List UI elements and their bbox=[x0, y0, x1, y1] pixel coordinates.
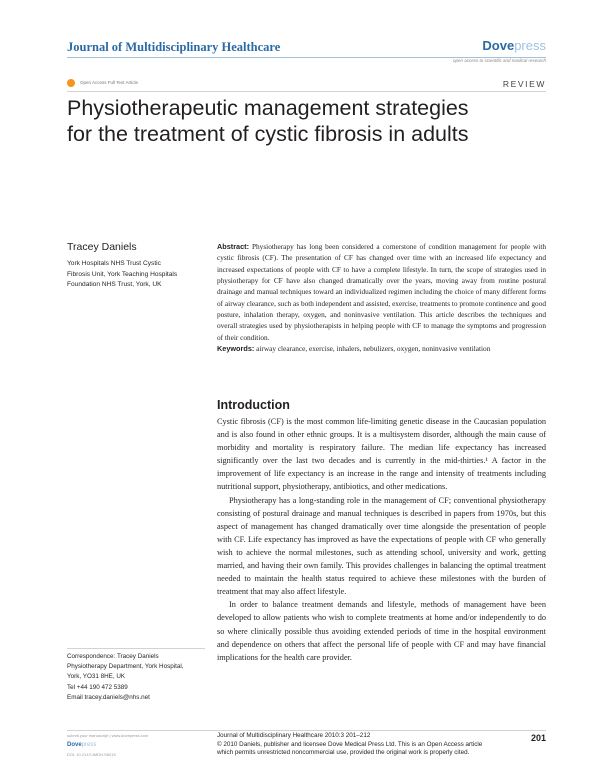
submit-manuscript-link[interactable]: submit your manuscript | www.dovepress.com bbox=[67, 733, 149, 738]
open-access-icon bbox=[67, 79, 75, 87]
page-number: 201 bbox=[530, 733, 546, 743]
paragraph-1: Cystic fibrosis (CF) is the most common life-limiting genetic disease in the Caucasian population and is also found in other ethnic groups. It is a multisystem disorder, although the main cause of morbidity and mortality is respiratory failure. The median life expectancy has increased significantly over the last two decades and is currently in the mid-thirties.¹ A factor in the improvement of life expectancy is an increase in the range and intensity of treatments including nutritional support, physiotherapy, antibiotics, and other medications. bbox=[217, 417, 546, 492]
doi: DOI: 10.2147/JMDH.S6015 bbox=[67, 752, 116, 757]
introduction-body bbox=[217, 415, 546, 664]
abstract-label: Abstract: bbox=[217, 242, 250, 251]
footer-press-text: press bbox=[81, 742, 97, 748]
paragraph-2: Physiotherapy has a long-standing role in the management of CF; conventional physiotherapy consisting of postural drainage and manual techniques is described in papers from 1970s, but this aspect of management has changed dramatically over time alongside the presentation of people with CF. Life expectancy has improved as have the expectations of people with CF who generally wish to achieve the normal milestones, such as attending school, university and work, getting married, and having their own family. This provides challenges in balancing the optimal treatment needed to maintain the health status required to achieve these milestones with the burden of treatment that may also affect lifestyle. bbox=[217, 495, 546, 597]
footer-dove-text: Dove bbox=[67, 742, 82, 748]
keywords-label: Keywords: bbox=[217, 343, 255, 353]
open-access-label: Open Access Full Text Article bbox=[80, 80, 138, 85]
abstract bbox=[217, 241, 546, 354]
dovepress-logo bbox=[482, 38, 546, 53]
license-line: © 2010 Daniels, publisher and licensee Dove Medical Press Ltd. This is an Open Access article bbox=[217, 740, 483, 748]
article-title bbox=[67, 95, 547, 147]
correspondence-line: Tel +44 190 472 5389 bbox=[67, 683, 128, 691]
affiliation-line: York Hospitals NHS Trust Cystic bbox=[67, 260, 161, 267]
correspondence-email[interactable]: Email tracey.daniels@nhs.net bbox=[67, 693, 150, 701]
footer-rule bbox=[67, 730, 546, 731]
correspondence-rule bbox=[67, 648, 205, 649]
introduction-heading: Introduction bbox=[217, 398, 290, 412]
abstract-text: Physiotherapy has long been considered a cornerstone of condition management for people with cystic fibrosis (CF). The presentation of CF has changed over time with an increased life expectancy and increased expectations of people with CF to have a complete lifestyle. In turn, the scope of strategies used in physiotherapy for CF have also changed dramatically over the years, moving away from routine postural drainage and manual techniques toward an individualized regimen including the choice of many different forms of airway clearance, such as both independent and assisted, exercise, treatments to promote continence and good posture, inhalation therapy, oxygen, and noninvasive ventilation. This article describes the techniques and overall strategies used by physiotherapists in helping people with CF to manage the symptoms and progression of their condition. bbox=[217, 242, 546, 342]
section-label: REVIEW bbox=[502, 79, 546, 89]
affiliation-line: Foundation NHS Trust, York, UK bbox=[67, 281, 162, 288]
title-line-2: for the treatment of cystic fibrosis in adults bbox=[67, 122, 469, 146]
citation-line: Journal of Multidisciplinary Healthcare 2010:3 201–212 bbox=[217, 732, 371, 739]
keywords-text: airway clearance, exercise, inhalers, nebulizers, oxygen, noninvasive ventilation bbox=[256, 343, 491, 353]
paragraph-3: In order to balance treatment demands and lifestyle, methods of management have been developed to allow patients who wish to complete treatments at home and/or independently to do so where clinically possible thus avoiding extended periods of time in the hospital environment and dependence on others that affect the personal life of people with CF and may have financial implications for the health care provider. bbox=[217, 600, 546, 662]
correspondence-block bbox=[67, 652, 207, 703]
correspondence-line: Physiotherapy Department, York Hospital, bbox=[67, 663, 184, 671]
correspondence-line: York, YO31 8HE, UK bbox=[67, 673, 126, 681]
dove-logo-text: Dove bbox=[482, 38, 515, 53]
footer-citation bbox=[217, 732, 527, 758]
publisher-tagline: open access to scientific and medical research bbox=[452, 58, 546, 63]
affiliation-line: Fibrosis Unit, York Teaching Hospitals bbox=[67, 270, 178, 278]
footer-dovepress-logo bbox=[67, 742, 96, 748]
title-rule bbox=[67, 91, 546, 92]
author-affiliation bbox=[67, 259, 207, 291]
title-line-1: Physiotherapeutic management strategies bbox=[67, 96, 469, 120]
journal-title: Journal of Multidisciplinary Healthcare bbox=[67, 40, 281, 54]
correspondence-line: Correspondence: Tracey Daniels bbox=[67, 653, 159, 660]
author-name: Tracey Daniels bbox=[67, 241, 137, 253]
license-line: which permits unrestricted noncommercial use, provided the original work is properly cited. bbox=[217, 749, 470, 757]
press-logo-text: press bbox=[514, 38, 546, 53]
